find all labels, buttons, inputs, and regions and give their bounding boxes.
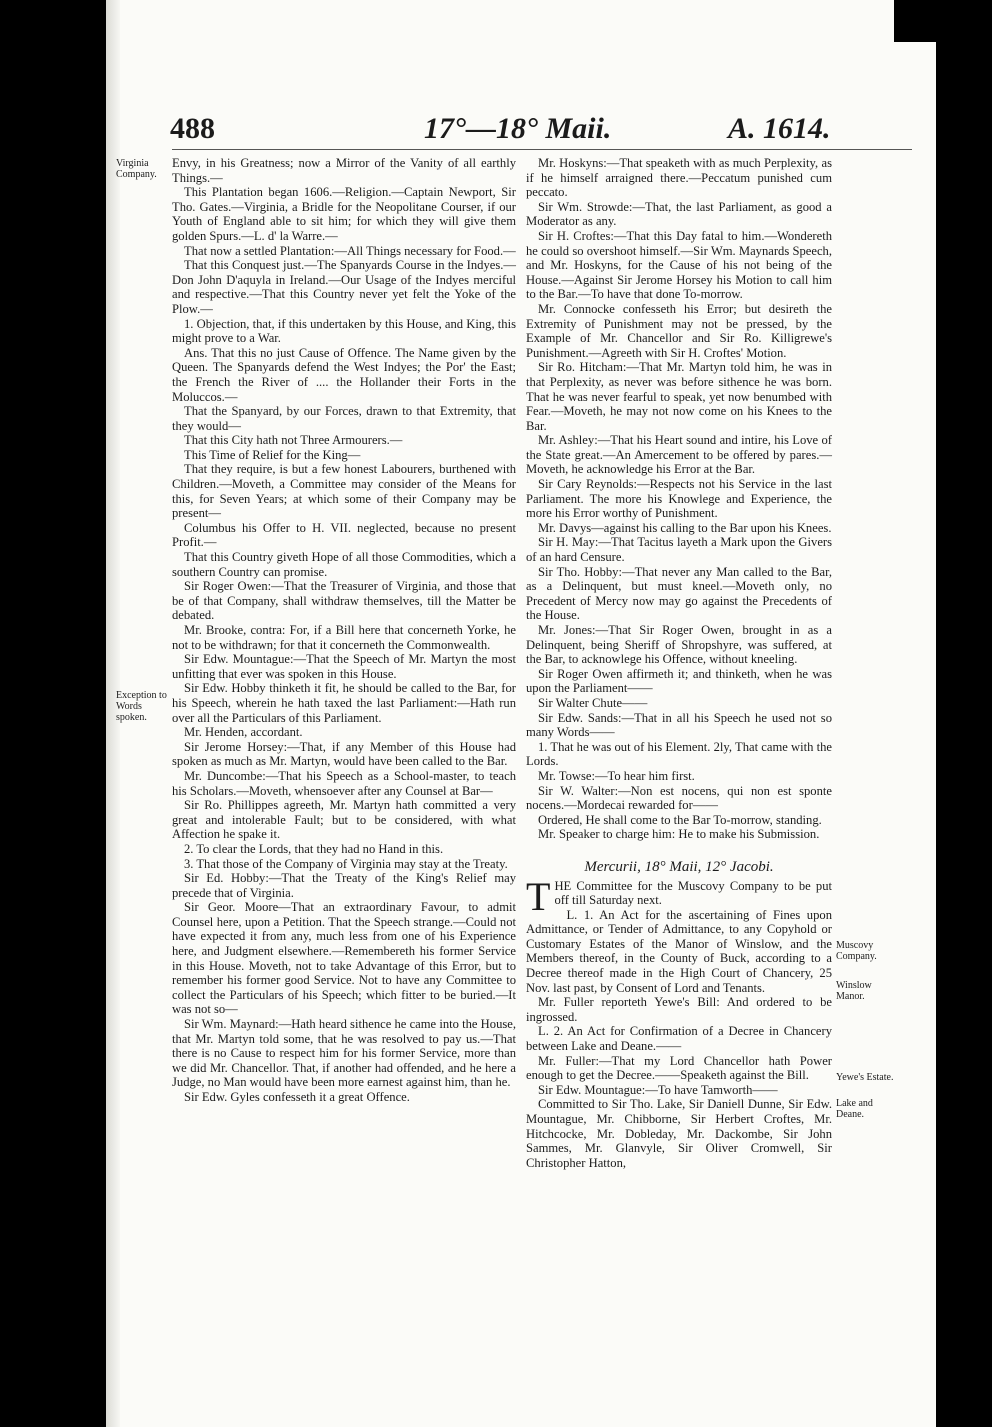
- paragraph: Sir Cary Reynolds:—Respects not his Service in the last Parliament. The more his Knowlege and Experience, the more his Error worthy of Punishment.: [526, 477, 832, 521]
- paragraph: Sir Geor. Moore—That an extraordinary Favour, to admit Counsel here, upon a Petition. That the Speech strange.—Could not have expected it from any, much less from one of his Experience here, and Judgment elsewhere.—Remembereth his former Service in this House. Moveth, not to take Advantage of this Error, but to remember his former good Service. Not to have any Committee to collect the Particulars of his Speech; which fitter to be buried.—It was not so—: [172, 900, 516, 1017]
- paragraph: L. 2. An Act for Confirmation of a Decree in Chancery between Lake and Deane.——: [526, 1024, 832, 1054]
- section-title: Mercurii, 18° Maii, 12° Jacobi.: [584, 858, 774, 875]
- paragraph: That they require, is but a few honest Labourers, burthened with Children.—Moveth, a Committee may consider of the Means for this, for Seven Years; at which some of their Company may be present—: [172, 462, 516, 521]
- paragraph: Mr. Towse:—To hear him first.: [538, 768, 695, 783]
- paragraph: Sir Roger Owen affirmeth it; and thinketh, when he was upon the Parliament——: [526, 666, 832, 696]
- page-number: 488: [170, 112, 215, 145]
- paragraph: Ans. That this no just Cause of Offence. The Name given by the Queen. The Spanyards defend the West Indyes; the Por' the East; the French the River of .... the Hollander their Forts in the Moluccos.—: [172, 345, 516, 404]
- paragraph: Mr. Ashley:—That his Heart sound and intire, his Love of the State great.—An Amercement to be offered by pares.—Moveth, he acknowledge his Error at the Bar.: [526, 433, 832, 477]
- margin-note-yewe: Yewe's Estate.: [836, 1072, 894, 1083]
- paragraph: Mr. Fuller:—That my Lord Chancellor hath Power enough to get the Decree.——Speaketh against the Bill.: [526, 1053, 832, 1083]
- margin-note-lake-deane: Lake and Deane.: [836, 1098, 873, 1120]
- document-page: [106, 0, 936, 1427]
- paragraph: Sir W. Walter:—Non est nocens, qui non est sponte nocens.—Mordecai rewarded for——: [526, 783, 832, 813]
- paragraph: Sir Wm. Maynard:—Hath heard sithence he came into the House, that Mr. Martyn told some, that he was resolved to pay us.—That there is no Cause to respect him for his former Service, more than we did Mr. Chancellor. That, if another had offended, and he here a Judge, no Man would have been more earnest against him, than he.: [172, 1017, 516, 1090]
- paragraph: Mr. Fuller reporteth Yewe's Bill: And ordered to be ingrossed.: [526, 995, 832, 1024]
- running-header: [106, 112, 936, 152]
- paragraph: Sir Edw. Mountague:—To have Tamworth——: [538, 1082, 778, 1097]
- paragraph: Mr. Duncombe:—That his Speech as a School-master, to teach his Scholars.—Moveth, whensoever after any Counsel at Bar—: [172, 768, 516, 798]
- paragraph: Ordered, He shall come to the Bar To-morrow, standing.: [538, 812, 822, 827]
- paragraph: Sir Ed. Hobby:—That the Treaty of the King's Relief may precede that of Virginia.: [172, 871, 516, 900]
- margin-note-muscovy: Muscovy Company.: [836, 940, 877, 962]
- paragraph: 3. That those of the Company of Virginia may stay at the Treaty.: [184, 856, 508, 871]
- paragraph: This Plantation began 1606.—Religion.—Captain Newport, Sir Tho. Gates.—Virginia, a Bridle for the Neopolitane Courser, if our Youth of England able to sit him; for which they will give them golden Spurs.—L. d' la Warre.—: [172, 185, 516, 243]
- paragraph: This Time of Relief for the King—: [184, 447, 361, 462]
- paragraph: Sir Edw. Hobby thinketh it fit, he should be called to the Bar, for his Speech, wherein he hath taxed the last Parliament:—Hath run over all the Particulars of this Parliament.: [172, 681, 516, 725]
- paragraph: Mr. Henden, accordant.: [184, 725, 303, 740]
- paragraph: Sir Jerome Horsey:—That, if any Member of this House had spoken as much as Mr. Martyn, would have been called to the Bar.: [172, 739, 516, 769]
- paragraph: Sir Edw. Mountague:—That the Speech of Mr. Martyn the most unfitting that ever was spoken in this House.: [172, 652, 516, 681]
- paragraph: L. 1. An Act for the ascertaining of Fines upon Admittance, or Tender of Admittance, to any Copyhold or Customary Estates of the Manor of Winslow, and the Members thereof, in the County of Buck, according to a Decree thereof made in the High Court of Chancery, 25 Nov. last past, by Consent of Lord and Tenants.: [526, 907, 832, 995]
- paragraph: Sir Ro. Phillippes agreeth, Mr. Martyn hath committed a very great and intolerable Fault; but to be considered, with what Affection he spake it.: [172, 798, 516, 842]
- margin-note-virginia: Virginia Company.: [116, 158, 157, 180]
- right-column-paragraphs: [526, 156, 832, 842]
- paragraph: That now a settled Plantation:—All Things necessary for Food.—: [184, 243, 516, 258]
- right-column: [526, 156, 832, 1170]
- margin-note-exception: Exception to Words spoken.: [116, 690, 167, 723]
- paragraph: Sir H. May:—That Tacitus layeth a Mark upon the Givers of an hard Censure.: [526, 535, 832, 565]
- paragraph: Committed to Sir Tho. Lake, Sir Daniell Dunne, Sir Edw. Mountague, Mr. Chibborne, Sir Herbert Croftes, Mr. Hitchcocke, Mr. Dobleday, Mr. Dackombe, Sir John Sammes, Mr. Glanvyle, Sir Oliver Cromwell, Sir Christopher Hatton,: [526, 1097, 832, 1170]
- paragraph: Sir H. Croftes:—That this Day fatal to him.—Wondereth he could so overshoot himself.—Sir Wm. Maynards Speech, and Mr. Hoskyns, for the Cause of his not being of the House.—Against Sir Jerome Horsey his Motion to call him to the Bar.—To have that done To-morrow.: [526, 228, 832, 302]
- paragraph: Mr. Speaker to charge him: He to make his Submission.: [538, 827, 820, 842]
- section-first-text: HE Committee for the Muscovy Company to be put off till Saturday next.: [554, 878, 832, 908]
- paragraph: Mr. Brooke, contra: For, if a Bill here that concerneth Yorke, he not to be withdrawn; for that it concerneth the Commonwealth.: [172, 623, 516, 652]
- paragraph: That this Conquest just.—The Spanyards Course in the Indyes.—Don John D'aquyla in Ireland.—Our Usage of the Indyes merciful and respective.—That this Country never yet felt the Yoke of the Plow.—: [172, 258, 516, 316]
- header-rule: [172, 149, 912, 150]
- paragraph: Mr. Jones:—That Sir Roger Owen, brought in as a Delinquent, being Sheriff of Shropshyre, was suffered, at the Bar, to acknowlege his Offence, without kneeling.: [526, 623, 832, 667]
- paragraph: 1. Objection, that, if this undertaken by this House, and King, this might prove to a War.: [172, 316, 516, 346]
- paragraph: 1. That he was out of his Element. 2ly, That came with the Lords.: [526, 739, 832, 769]
- paragraph: Sir Edw. Sands:—That in all his Speech he used not so many Words——: [526, 710, 832, 740]
- header-dates: 17°—18° Maii.: [424, 112, 612, 145]
- paragraph: Sir Roger Owen:—That the Treasurer of Virginia, and those that be of that Company, shall withdraw themselves, till the Matter be debated.: [172, 579, 516, 623]
- header-year: A. 1614.: [728, 112, 831, 145]
- paragraph: Columbus his Offer to H. VII. neglected, because no present Profit.—: [172, 520, 516, 550]
- section-paragraphs: [526, 908, 832, 1171]
- scan-corner: [894, 0, 936, 42]
- paragraph: Sir Walter Chute——: [538, 695, 648, 710]
- paragraph: Mr. Hoskyns:—That speaketh with as much Perplexity, as if he himself arraigned there.—Peccatum punished cum peccato.: [526, 156, 832, 200]
- paragraph: That this City hath not Three Armourers.—: [184, 433, 403, 448]
- margin-note-winslow: Winslow Manor.: [836, 980, 872, 1002]
- drop-cap: T: [526, 873, 551, 919]
- paragraph: Envy, in his Greatness; now a Mirror of the Vanity of all earthly Things.—: [172, 156, 516, 185]
- paragraph: Sir Ro. Hitcham:—That Mr. Martyn told him, he was in that Perplexity, as never was before sithence he was born. That he was never fearful to speak, yet now benumbed with Fear.—Moveth, he may not now come on his Knees to the Bar.: [526, 360, 832, 433]
- paragraph: 2. To clear the Lords, that they had no Hand in this.: [184, 841, 444, 856]
- paragraph: Mr. Davys—against his calling to the Bar upon his Knees.: [538, 520, 832, 535]
- left-column: [172, 156, 516, 1105]
- paragraph: Sir Tho. Hobby:—That never any Man called to the Bar, as a Delinquent, but must kneel.—Moveth only, no Precedent of Mercy now may go against the Precedents of the House.: [526, 564, 832, 623]
- paragraph: Sir Edw. Gyles confesseth it a great Offence.: [184, 1090, 410, 1104]
- section-first-paragraph: [526, 873, 832, 919]
- paragraph: That this Country giveth Hope of all those Commodities, which a southern Country can promise.: [172, 550, 516, 579]
- paragraph: Mr. Connocke confesseth his Error; but desireth the Extremity of Punishment may not be pressed, by the Example of Mr. Chancellor and Sir Ro. Killigrewe's Punishment.—Agreeth with Sir H. Croftes' Motion.: [526, 301, 832, 360]
- paragraph: Sir Wm. Strowde:—That, the last Parliament, as good a Moderator as any.: [526, 199, 832, 229]
- paragraph: That the Spanyard, by our Forces, drawn to that Extremity, that they would—: [172, 404, 516, 433]
